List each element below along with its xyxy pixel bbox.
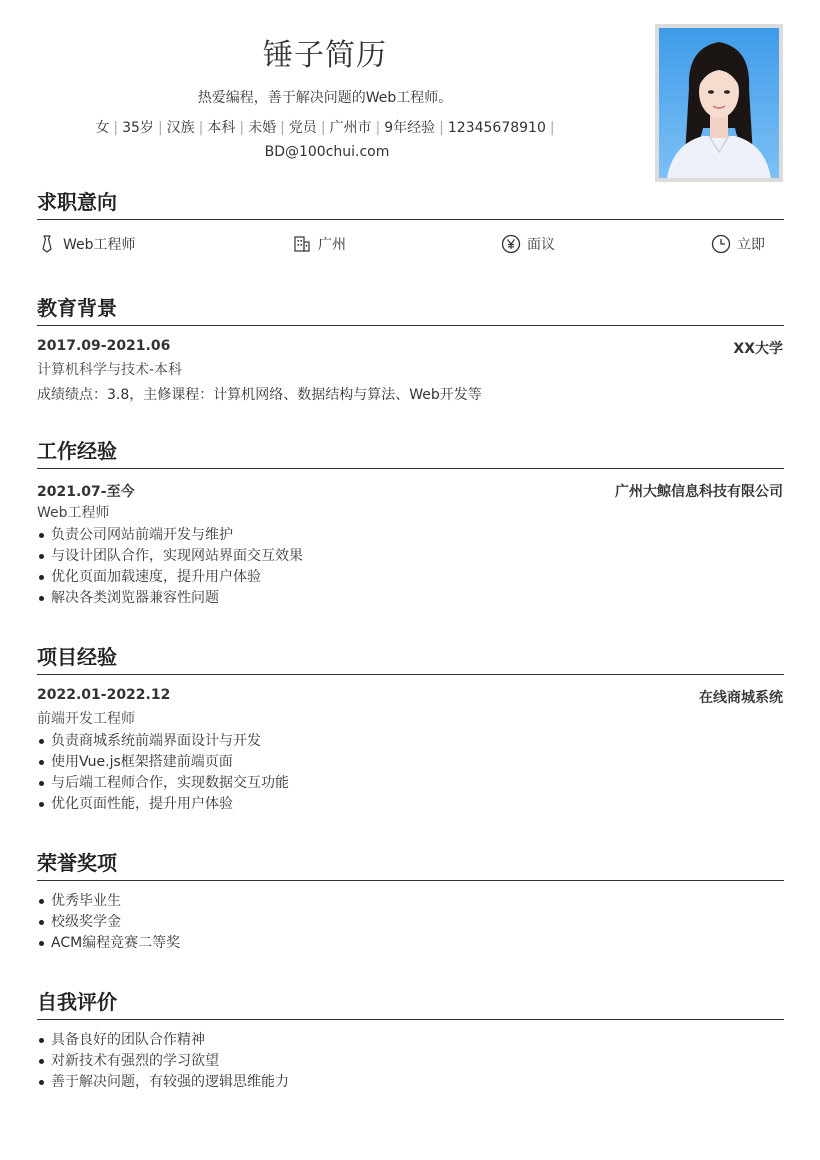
separator: | bbox=[239, 120, 245, 136]
list-item: 负责公司网站前端开发与维护 bbox=[37, 525, 303, 546]
section-title-intent: 求职意向 bbox=[37, 190, 117, 214]
section-divider bbox=[37, 1019, 784, 1020]
list-item: 解决各类浏览器兼容性问题 bbox=[37, 588, 303, 609]
portrait-image bbox=[659, 28, 779, 178]
project-name: 在线商城系统 bbox=[699, 690, 783, 706]
info-phone: 12345678910 bbox=[447, 120, 546, 136]
education-period: 2017.09-2021.06 bbox=[37, 338, 171, 354]
education-detail: 成绩绩点：3.8，主修课程：计算机网络、数据结构与算法、Web开发等 bbox=[37, 387, 482, 403]
list-item: 与设计团队合作，实现网站界面交互效果 bbox=[37, 546, 303, 567]
info-degree: 本科 bbox=[207, 120, 236, 136]
separator: | bbox=[375, 120, 381, 136]
self-evaluation-list bbox=[37, 1030, 289, 1093]
section-divider bbox=[37, 325, 784, 326]
work-company: 广州大鲸信息科技有限公司 bbox=[615, 484, 783, 500]
list-item: 具备良好的团队合作精神 bbox=[37, 1030, 289, 1051]
intent-salary-label: 面议 bbox=[527, 237, 555, 253]
info-ethnicity: 汉族 bbox=[166, 120, 195, 136]
work-period: 2021.07-至今 bbox=[37, 484, 135, 500]
info-political: 党员 bbox=[288, 120, 317, 136]
info-city: 广州市 bbox=[329, 120, 372, 136]
separator: | bbox=[280, 120, 285, 136]
project-role: 前端开发工程师 bbox=[37, 711, 135, 727]
info-email: BD@100chui.com bbox=[264, 144, 390, 160]
info-experience: 9年经验 bbox=[384, 120, 436, 136]
building-icon bbox=[292, 234, 312, 254]
list-item: 善于解决问题，有较强的逻辑思维能力 bbox=[37, 1072, 289, 1093]
info-marital: 未婚 bbox=[248, 120, 277, 136]
info-gender: 女 bbox=[95, 120, 110, 136]
section-title-honors: 荣誉奖项 bbox=[37, 851, 117, 875]
project-duties bbox=[37, 731, 289, 815]
work-role: Web工程师 bbox=[37, 505, 110, 521]
list-item: 使用Vue.js框架搭建前端页面 bbox=[37, 752, 289, 773]
list-item: 与后端工程师合作，实现数据交互功能 bbox=[37, 773, 289, 794]
yen-icon bbox=[501, 234, 521, 254]
intent-availability bbox=[711, 233, 765, 255]
info-age: 35岁 bbox=[122, 120, 154, 136]
list-item: 对新技术有强烈的学习欲望 bbox=[37, 1051, 289, 1072]
list-item: ACM编程竞赛二等奖 bbox=[37, 933, 180, 954]
section-divider bbox=[37, 219, 784, 220]
education-school: XX大学 bbox=[733, 341, 783, 357]
section-divider bbox=[37, 468, 784, 469]
tie-icon bbox=[37, 234, 57, 254]
separator: | bbox=[549, 120, 555, 136]
list-item: 校级奖学金 bbox=[37, 912, 180, 933]
intent-city-label: 广州 bbox=[318, 237, 346, 253]
clock-icon bbox=[711, 234, 731, 254]
intent-city bbox=[292, 233, 346, 255]
separator: | bbox=[439, 120, 444, 136]
resume-name: 锤子简历 bbox=[263, 38, 387, 73]
section-divider bbox=[37, 674, 784, 675]
resume-motto: 热爱编程，善于解决问题的Web工程师。 bbox=[197, 90, 453, 106]
work-duties bbox=[37, 525, 303, 609]
honors-list bbox=[37, 891, 180, 954]
education-major: 计算机科学与技术-本科 bbox=[37, 362, 183, 378]
separator: | bbox=[198, 120, 204, 136]
intent-availability-label: 立即 bbox=[737, 237, 765, 253]
separator: | bbox=[320, 120, 326, 136]
separator: | bbox=[157, 120, 163, 136]
personal-info bbox=[92, 116, 562, 164]
intent-position bbox=[37, 233, 136, 255]
intent-position-label: Web工程师 bbox=[63, 237, 136, 253]
list-item: 优化页面加载速度，提升用户体验 bbox=[37, 567, 303, 588]
list-item: 优秀毕业生 bbox=[37, 891, 180, 912]
intent-salary bbox=[501, 233, 555, 255]
separator: | bbox=[113, 120, 119, 136]
list-item: 优化页面性能，提升用户体验 bbox=[37, 794, 289, 815]
section-title-education: 教育背景 bbox=[37, 296, 117, 320]
section-title-work: 工作经验 bbox=[37, 439, 117, 463]
project-period: 2022.01-2022.12 bbox=[37, 687, 171, 703]
section-title-project: 项目经验 bbox=[37, 645, 117, 669]
section-divider bbox=[37, 880, 784, 881]
profile-photo bbox=[655, 24, 783, 182]
list-item: 负责商城系统前端界面设计与开发 bbox=[37, 731, 289, 752]
section-title-self: 自我评价 bbox=[37, 990, 117, 1014]
